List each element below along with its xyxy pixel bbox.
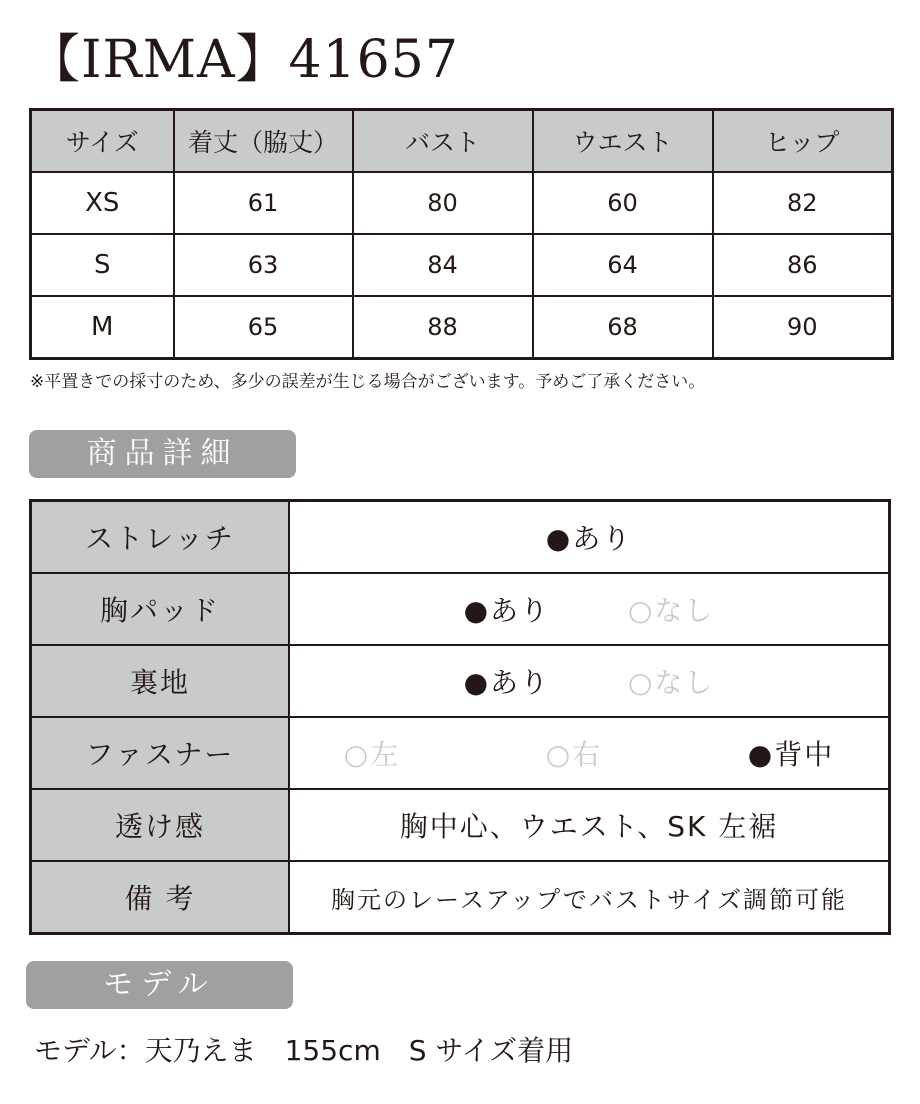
detail-row-lining [31,645,890,717]
size-cell: XS [31,172,174,234]
detail-row-sheerness [31,789,890,861]
fastener-left: ○左 [343,738,401,771]
stretch-value [289,501,890,574]
table-row [31,234,893,296]
detail-row-remarks [31,861,890,934]
table-row [31,296,893,359]
lining-label: 裏地 [31,645,290,717]
stretch-label: ストレッチ [31,501,290,574]
details-table [29,499,891,935]
bust-pad-yes: ●あり [463,594,550,627]
model-info: モデル：天乃えま 155cm S サイズ着用 [34,1034,574,1067]
bust-pad-label: 胸パッド [31,573,290,645]
remarks-value: 胸元のレースアップでバストサイズ調節可能 [289,861,890,934]
hip-cell: 86 [713,234,893,296]
header-hip: ヒップ [713,110,893,173]
fastener-back: ●背中 [747,738,835,771]
bust-cell: 80 [353,172,533,234]
detail-row-fastener [31,717,890,789]
lining-no: ○なし [628,666,715,699]
bust-cell: 84 [353,234,533,296]
length-cell: 63 [174,234,353,296]
fastener-label: ファスナー [31,717,290,789]
model-heading: モデル [26,961,293,1009]
waist-cell: 64 [533,234,713,296]
detail-row-bust-pad [31,573,890,645]
size-table-header-row [31,110,893,173]
bust-cell: 88 [353,296,533,359]
size-table [29,108,894,360]
fastener-value [289,717,890,789]
details-heading: 商品詳細 [29,430,296,478]
waist-cell: 60 [533,172,713,234]
hip-cell: 82 [713,172,893,234]
size-cell: M [31,296,174,359]
stretch-yes: ●あり [545,522,633,555]
bust-pad-value [289,573,890,645]
waist-cell: 68 [533,296,713,359]
remarks-label: 備 考 [31,861,290,934]
hip-cell: 90 [713,296,893,359]
size-cell: S [31,234,174,296]
bust-pad-no: ○なし [628,594,715,627]
header-waist: ウエスト [533,110,713,173]
header-bust: バスト [353,110,533,173]
sheerness-value: 胸中心、ウエスト、SK 左裾 [289,789,890,861]
fastener-right: ○右 [545,738,603,771]
header-size: サイズ [31,110,174,173]
page-title: 【IRMA】41657 [28,30,459,90]
length-cell: 61 [174,172,353,234]
measurement-note: ※平置きでの採寸のため、多少の誤差が生じる場合がございます。予めご了承ください。 [30,372,706,392]
table-row [31,172,893,234]
sheerness-label: 透け感 [31,789,290,861]
detail-row-stretch [31,501,890,574]
lining-value [289,645,890,717]
lining-yes: ●あり [463,666,550,699]
length-cell: 65 [174,296,353,359]
header-length: 着丈（脇丈） [174,110,353,173]
